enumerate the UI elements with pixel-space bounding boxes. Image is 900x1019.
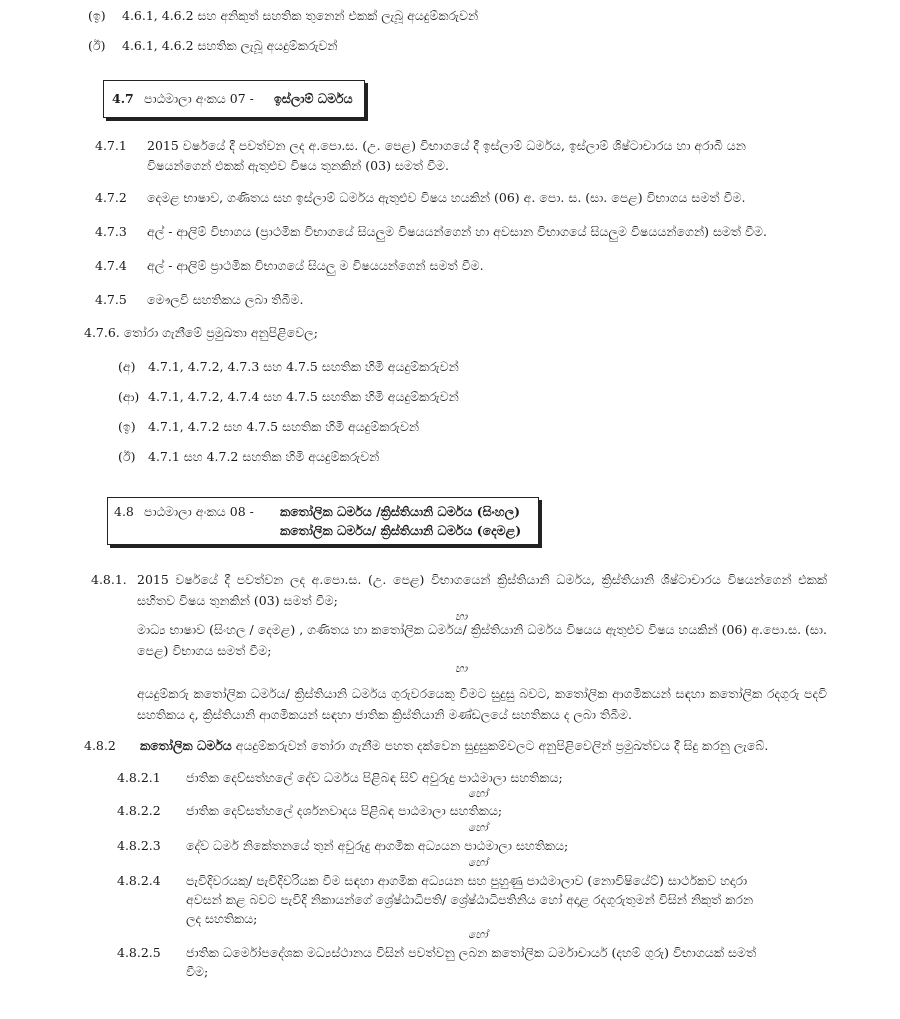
conjunction: හෝ — [468, 821, 488, 834]
sub-clause-text: ජාතික ධර්මෝපදේශක මධ්‍යස්ථානය විසින් පවත්වනු ලබන කතෝලික ධර්මාචාර්ය (දහම් ගුරු) විභාගයක් සමත් — [186, 945, 757, 960]
clause-text — [140, 738, 768, 754]
conjunction: හෝ — [468, 787, 488, 800]
sub-clause-number: 4.8.2.4 — [117, 873, 161, 888]
sub-clause-text: ජාතික දෙව්සත්හලේ දර්ශනවාදය පිළිබඳ පාඨමාලා සහතිකය; — [186, 803, 503, 818]
clause-text: 2015 වර්ෂයේ දී පවත්වන ලද අ.පො.ස. (උ. පෙළ) විභාගයේ දී ඉස්ලාම් ධර්මය, ඉස්ලාම් ශිෂ්ටාචාරය හා අරාබි යන — [147, 138, 746, 153]
clause-text: අල් - ආලිම් ප්‍රාථමික විභාගයේ සියලු ම විෂයයන්ගෙන් සමත් වීම. — [147, 258, 484, 273]
clause-number: 4.7.3 — [95, 224, 127, 239]
list-label: (ආ) — [118, 389, 140, 404]
course-subject: ඉස්ලාම් ධර්මය — [274, 91, 353, 106]
conjunction: හෝ — [468, 856, 488, 869]
sub-clause-text: වීම; — [186, 964, 209, 979]
section-number: 4.7 — [112, 91, 134, 106]
list-label: (ඊ) — [88, 38, 106, 53]
conjunction: හා — [455, 610, 468, 623]
clause-text: අල් - ආලිම් විභාගය (ප්‍රාථමික විභාගයේ සියලුම විෂයයන්ගෙන් හා අවසාන විභාගයේ සියලුම විෂයයන්ගෙන්) සමත් වීම. — [147, 224, 767, 239]
sub-clause-number: 4.8.2.3 — [117, 838, 161, 853]
section-number: 4.8 — [114, 504, 134, 519]
sub-clause-text: පැවිදිවරයකු/ පැවිදිවරියක වීම සඳහා ආගමික අධ්‍යයන සහ පුහුණු පාඨමාලාව (නොවිෂියේට්) සාර්ථකව හදාරා — [186, 873, 748, 888]
priority-heading: 4.7.6. තෝරා ගැනීමේ ප්‍රමුඛතා අනුපිළිවෙල; — [84, 325, 318, 340]
course-number: පාඨමාලා අංකය 07 - — [144, 91, 254, 106]
course-number: පාඨමාලා අංකය 08 - — [144, 504, 254, 519]
clause-number: 4.7.1 — [95, 138, 127, 153]
sub-clause-text: ලද සහතිකය; — [186, 911, 258, 926]
clause-paragraph: අයදුම්කරු කතෝලික ධර්මය/ ක්‍රිස්තියානි ධර්මය ගුරුවරයෙකු වීමට සුදුසු බවට, කතෝලික ආගමිකයන් සඳහා කතෝලික රදගුරු පදවි සහතිකය ද, ක්‍රිස්තියානි ආගමිකයන් සඳහා ජාතික ක්‍රිස්තියානි මණ්ඩලයේ සහතිකය ද ලබා තිබීම. — [137, 686, 827, 722]
clause-rest: අයදුම්කරුවන් තෝරා ගැනීම පහත දක්වෙන සුදුසුකම්වලට අනුපිළිවෙලින් ප්‍රමුඛත්වය දී සිදු කරනු ලැබේ. — [231, 738, 769, 753]
list-label: (ඊ) — [118, 449, 136, 464]
clause-number: 4.7.2 — [95, 190, 127, 205]
conjunction: හෝ — [468, 928, 488, 941]
clause-paragraph: මාධ්‍ය භාෂාව (සිංහල / දෙමළ) , ගණිතය හා කතෝලික ධර්මය/ ක්‍රිස්තියානි ධර්මය විෂයය ඇතුළුව විෂය හයකින් (06) අ.පො.ස. (සා. පෙළ) විභාගය සමත් වීම; — [137, 622, 827, 658]
clause-text: විෂයන්ගෙන් එකක් ඇතුළුව විෂය තුනකින් (03) සමත් වීම. — [147, 158, 449, 173]
sub-clause-number: 4.8.2.5 — [117, 945, 161, 960]
list-label: (ඉ) — [88, 8, 106, 23]
conjunction: හා — [455, 662, 468, 675]
list-item-text: 4.6.1, 4.6.2 සහතික ලැබූ අයදුම්කරුවන් — [122, 38, 338, 53]
clause-lead: කතෝලික ධර්මය — [140, 738, 232, 753]
sub-clause-text: අවසන් කළ බවට පැවිදි නිකායන්ගේ ශ්‍රේෂ්ඨාධිපති/ ශ්‍රේෂ්ඨාධිපතිනිය හෝ අදාළ රදගුරුතුමන් විසින් නිකුත් කරන — [186, 892, 754, 907]
sub-clause-text: දේව ධර්ම නිකේතනයේ තුන් අවුරුදු ආගමික අධ්‍යයන පාඨමාලා සහතිකය; — [186, 838, 569, 853]
list-label: (අ) — [118, 359, 136, 374]
section-title-box — [107, 497, 539, 545]
clause-number: 4.8.2 — [84, 738, 116, 753]
clause-number: 4.8.1. — [91, 572, 127, 587]
list-item-text: 4.7.1, 4.7.2, 4.7.4 සහ 4.7.5 සහතික හිමි අයදුම්කරුවන් — [148, 389, 459, 404]
clause-number: 4.7.4 — [95, 258, 127, 273]
clause-text: දෙමළ භාෂාව, ගණිතය සහ ඉස්ලාම් ධර්මය ඇතුළුව විෂය හයකින් (06) අ. පො. ස. (සා. පෙළ) විභාගය සමත් වීම. — [147, 190, 746, 205]
clause-number: 4.7.5 — [95, 292, 127, 307]
sub-clause-number: 4.8.2.1 — [117, 770, 161, 785]
sub-clause-text: ජාතික දෙව්සත්හලේ දේව ධර්මය පිළිබඳ සිව් අවුරුදු පාඨමාලා සහතිකය; — [186, 770, 563, 785]
clause-paragraph: 2015 වර්ෂයේ දී පවත්වන ලද අ.පො.ස. (උ. පෙළ) විභාගයෙන් ක්‍රිස්තියානි ධර්මය, ක්‍රිස්තියානි ශිෂ්ටාචාරය විෂයන්ගෙන් එකක් සහිතව විෂය තුනකින් (03) සමත් වීම; — [137, 572, 827, 608]
list-item-text: 4.7.1 සහ 4.7.2 සහතික හිමි අයදුම්කරුවන් — [148, 449, 380, 464]
course-subject: කතෝලික ධර්මය /ක්‍රිස්තියානි ධර්මය (සිංහල) — [280, 504, 521, 519]
clause-text: මෞලවි සහතිකය ලබා තිබීම. — [147, 292, 304, 307]
sub-clause-number: 4.8.2.2 — [117, 803, 161, 818]
section-title-box — [103, 80, 365, 118]
list-item-text: 4.6.1, 4.6.2 සහ අනිකුත් සහතික තුනෙන් එකක් ලැබූ අයදුම්කරුවන් — [122, 8, 479, 23]
course-subject: කතෝලික ධර්මය/ ක්‍රිස්තියානි ධර්මය (දෙමළ) — [280, 523, 522, 538]
list-label: (ඉ) — [118, 419, 136, 434]
list-item-text: 4.7.1, 4.7.2, 4.7.3 සහ 4.7.5 සහතික හිමි අයදුම්කරුවන් — [148, 359, 459, 374]
list-item-text: 4.7.1, 4.7.2 සහ 4.7.5 සහතික හිමි අයදුම්කරුවන් — [148, 419, 419, 434]
